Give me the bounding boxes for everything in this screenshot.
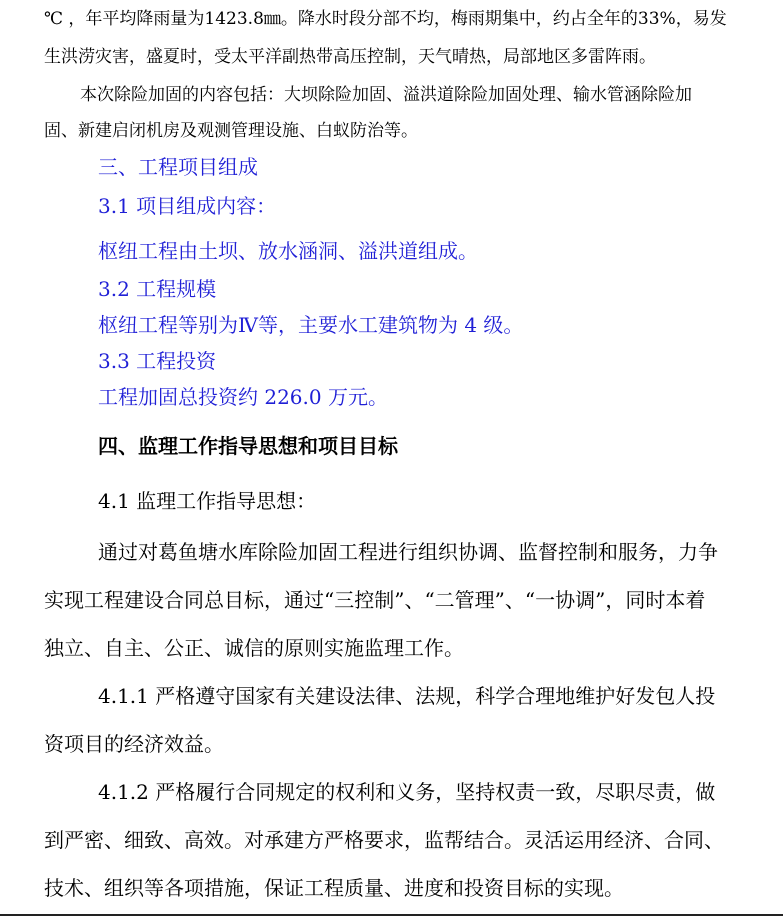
page-bottom-rule [0,914,783,916]
section-4-heading: 四、监理工作指导思想和项目目标 [98,434,398,458]
section-4-1-heading: 4.1 监理工作指导思想： [98,489,317,513]
scope-line-2: 固、新建启闭机房及观测管理设施、白蚁防治等。 [44,121,418,141]
climate-line-2: 生洪涝灾害，盛夏时，受太平洋副热带高压控制，天气晴热，局部地区多雷阵雨。 [44,47,656,67]
section-3-2-heading: 3.2 工程规模 [98,277,217,301]
section-3-1-heading: 3.1 项目组成内容： [98,194,277,218]
section-3-1-text: 枢纽工程由土坝、放水涵洞、溢洪道组成。 [98,239,478,263]
item-4-1-1-line-1: 4.1.1 严格遵守国家有关建设法律、法规，科学合理地维护好发包人投 [98,684,716,708]
item-4-1-2-line-2: 到严密、细致、高效。对承建方严格要求，监帮结合。灵活运用经济、合同、 [44,828,724,852]
section-3-3-text: 工程加固总投资约 226.0 万元。 [98,385,388,409]
item-4-1-2-line-3: 技术、组织等各项措施，保证工程质量、进度和投资目标的实现。 [44,876,624,900]
item-4-1-1-line-2: 资项目的经济效益。 [44,732,224,756]
section-3-2-text: 枢纽工程等别为Ⅳ等，主要水工建筑物为 4 级。 [98,313,524,337]
climate-line-1: ℃ ，年平均降雨量为1423.8㎜。降水时段分部不均，梅雨期集中，约占全年的33%，易发 [44,9,727,29]
section-3-3-heading: 3.3 工程投资 [98,349,217,373]
scope-line-1: 本次除险加固的内容包括：大坝除险加固、溢洪道除险加固处理、输水管涵除险加 [80,85,692,105]
guiding-line-3: 独立、自主、公正、诚信的原则实施监理工作。 [44,636,464,660]
item-4-1-2-line-1: 4.1.2 严格履行合同规定的权利和义务，坚持权责一致，尽职尽责，做 [98,780,716,804]
guiding-line-1: 通过对葛鱼塘水库除险加固工程进行组织协调、监督控制和服务，力争 [98,540,718,564]
section-3-heading: 三、工程项目组成 [98,155,258,179]
guiding-line-2: 实现工程建设合同总目标，通过“三控制”、“二管理”、“一协调”，同时本着 [44,588,706,612]
